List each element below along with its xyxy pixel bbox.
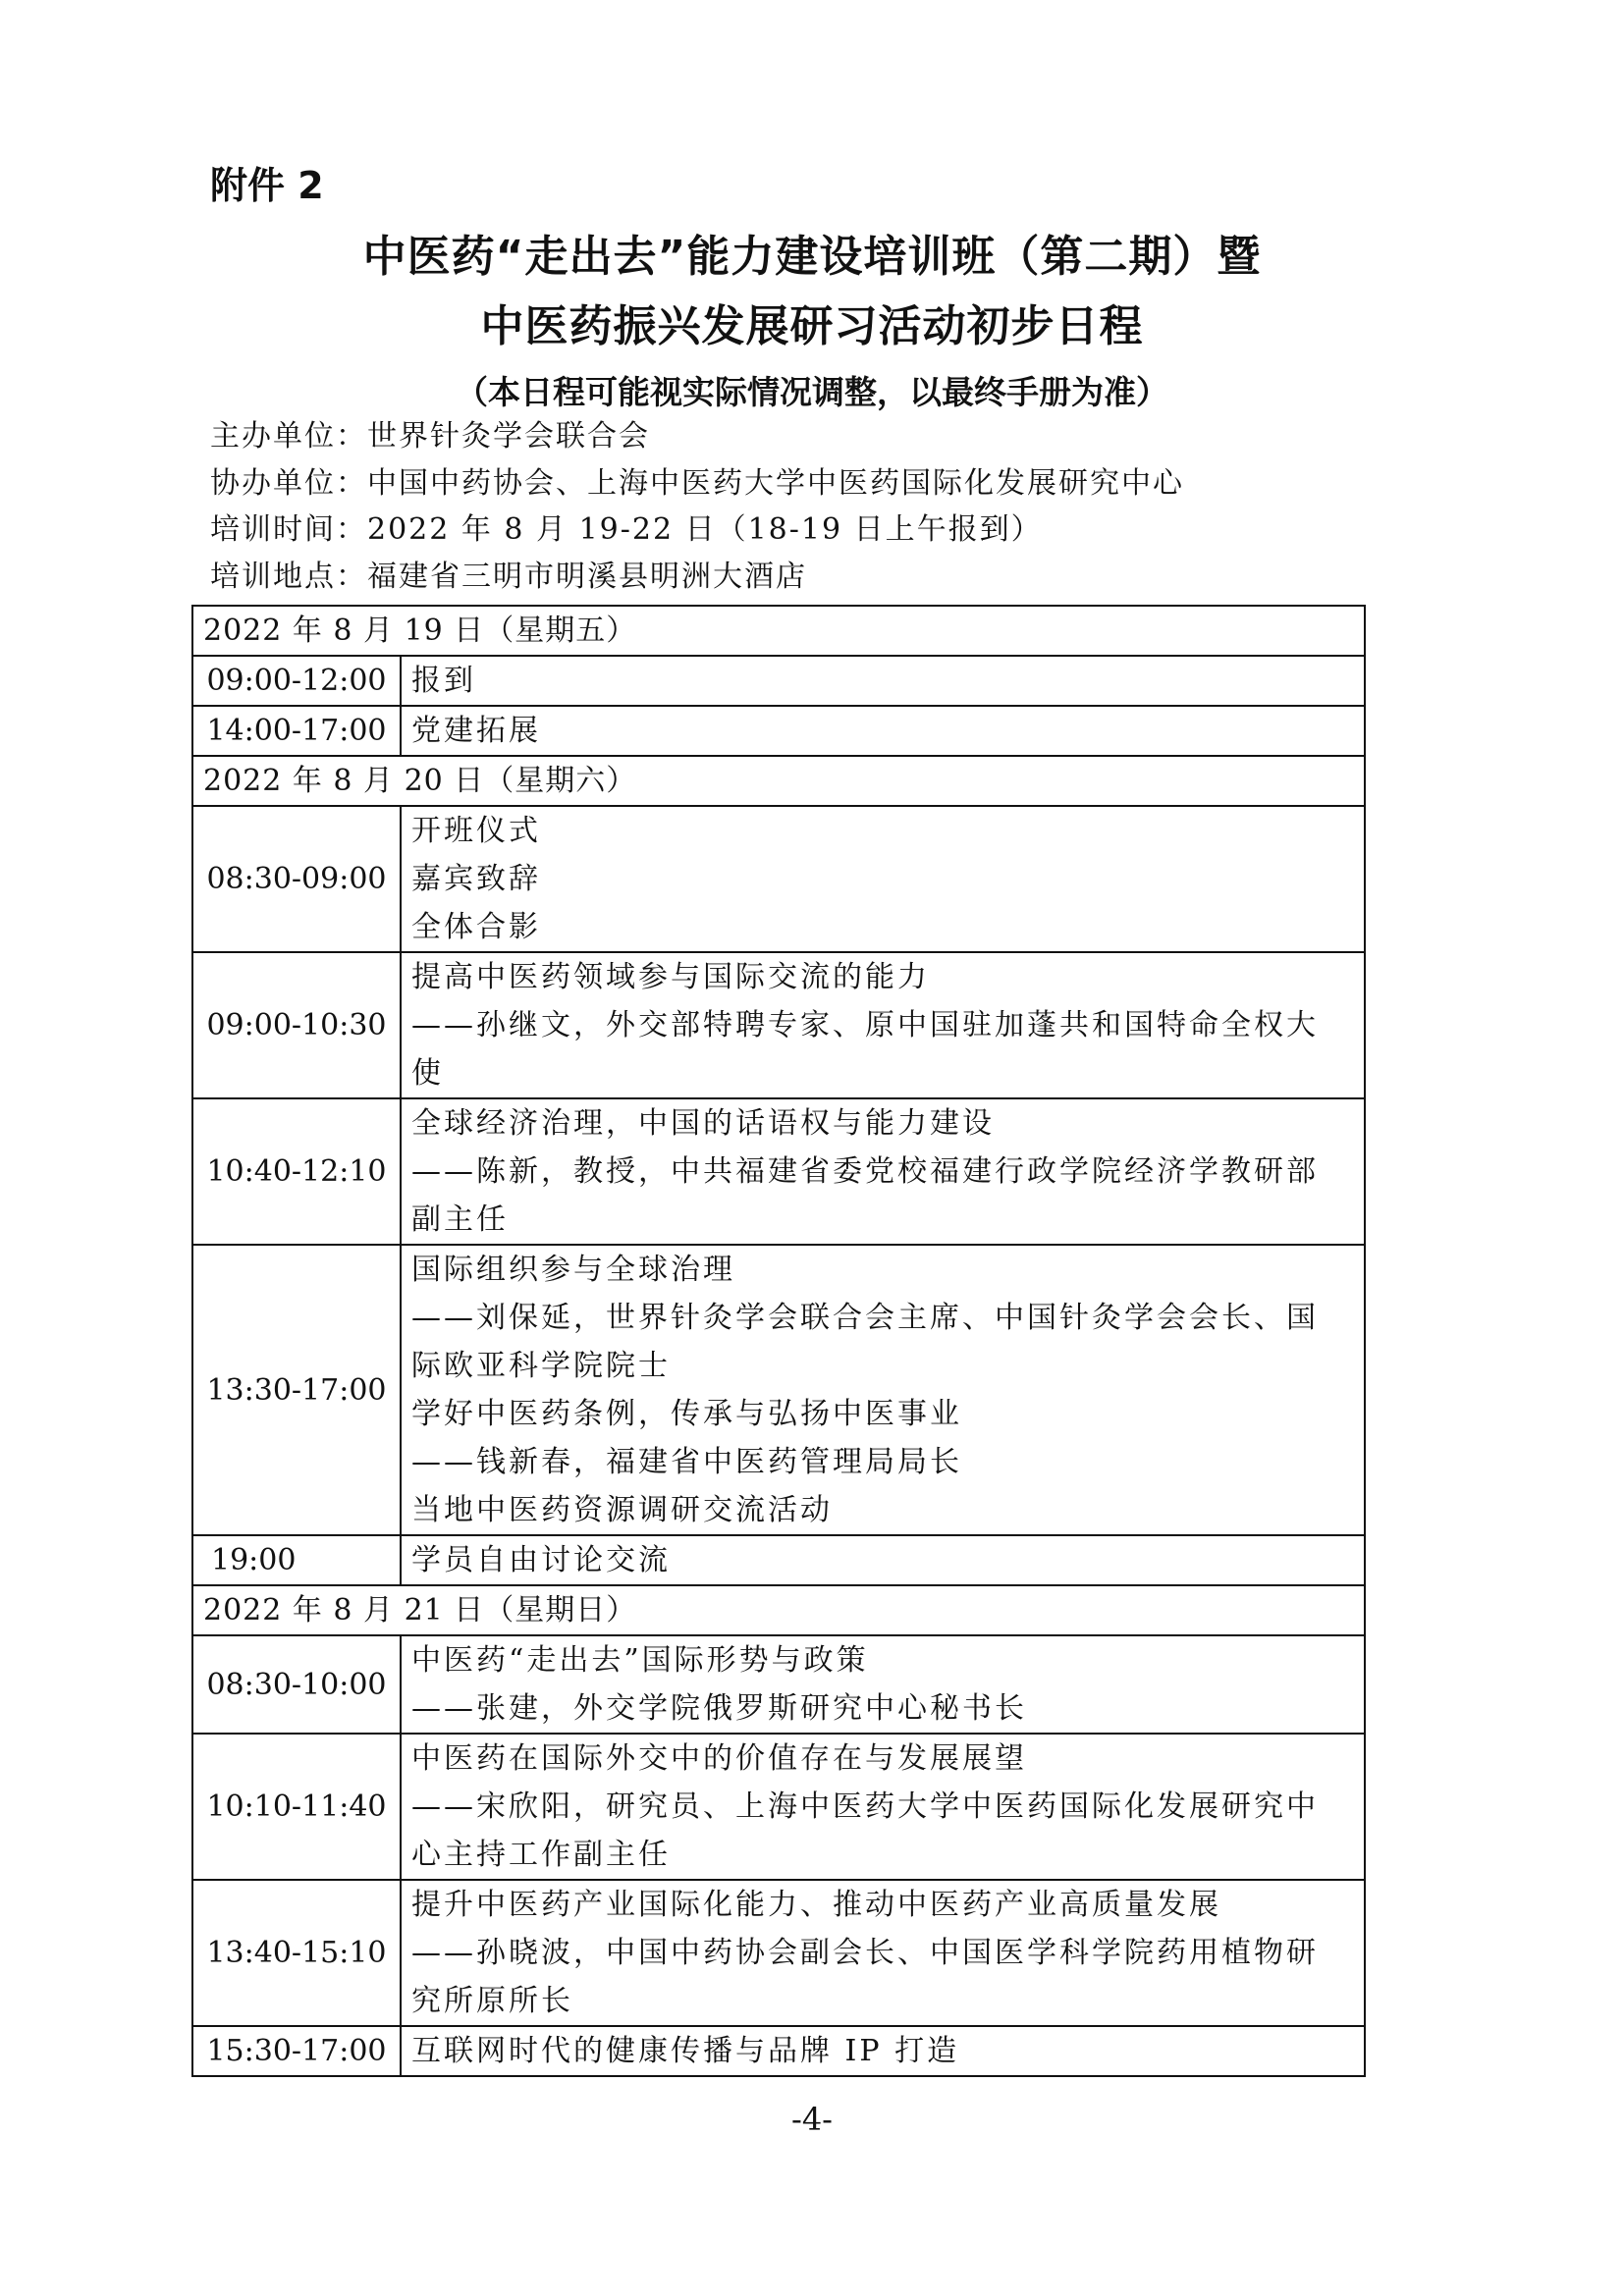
activity-line: 副主任	[411, 1202, 509, 1237]
day-header-row	[192, 606, 1365, 656]
table-row	[192, 706, 1365, 756]
session-time: 10:40-12:10	[192, 1098, 401, 1245]
table-row	[192, 952, 1365, 1098]
session-activity	[401, 1098, 1365, 1245]
day-header-row	[192, 1585, 1365, 1635]
activity-line: ——宋欣阳，研究员、上海中医药大学中医药国际化发展研究中	[411, 1789, 1319, 1824]
session-time: 19:00	[192, 1535, 401, 1585]
activity-line: 全体合影	[411, 910, 541, 944]
session-time: 09:00-10:30	[192, 952, 401, 1098]
table-row	[192, 1880, 1365, 2026]
table-row	[192, 1098, 1365, 1245]
activity-line: 嘉宾致辞	[411, 862, 541, 896]
activity-line: 互联网时代的健康传播与品牌 IP 打造	[411, 2034, 960, 2068]
session-time: 13:30-17:00	[192, 1245, 401, 1535]
table-row	[192, 2026, 1365, 2076]
table-row	[192, 1535, 1365, 1585]
activity-line: 使	[411, 1056, 444, 1091]
session-time: 15:30-17:00	[192, 2026, 401, 2076]
activity-line: ——刘保延，世界针灸学会联合会主席、中国针灸学会会长、国	[411, 1301, 1319, 1335]
activity-line: ——钱新春，福建省中医药管理局局长	[411, 1445, 962, 1479]
session-activity	[401, 806, 1365, 952]
session-time: 10:10-11:40	[192, 1734, 401, 1880]
day-date: 2022 年 8 月 20 日（星期六）	[192, 756, 1365, 806]
table-row	[192, 806, 1365, 952]
session-activity	[401, 2026, 1365, 2076]
table-row	[192, 1635, 1365, 1734]
activity-line: 开班仪式	[411, 814, 541, 848]
activity-line: 全球经济治理，中国的话语权与能力建设	[411, 1106, 995, 1141]
session-activity	[401, 952, 1365, 1098]
session-activity	[401, 706, 1365, 756]
attachment-label: 附件 2	[210, 164, 324, 207]
page-number: -4-	[791, 2101, 833, 2138]
activity-line: 当地中医药资源调研交流活动	[411, 1493, 833, 1527]
activity-line: 究所原所长	[411, 1984, 573, 2018]
day-date: 2022 年 8 月 21 日（星期日）	[192, 1585, 1365, 1635]
activity-line: ——孙继文，外交部特聘专家、原中国驻加蓬共和国特命全权大	[411, 1008, 1319, 1042]
training-time-line: 培训时间：2022 年 8 月 19-22 日（18-19 日上午报到）	[210, 512, 1043, 547]
activity-line: ——孙晓波，中国中药协会副会长、中国医学科学院药用植物研	[411, 1936, 1319, 1970]
activity-line: 学员自由讨论交流	[411, 1543, 671, 1577]
schedule-table	[191, 605, 1366, 2077]
document-title-line-1: 中医药“走出去”能力建设培训班（第二期）暨	[362, 232, 1262, 282]
organizer-line: 主办单位：世界针灸学会联合会	[210, 419, 650, 454]
activity-line: 学好中医药条例，传承与弘扬中医事业	[411, 1397, 962, 1431]
activity-line: ——陈新，教授，中共福建省委党校福建行政学院经济学教研部	[411, 1154, 1319, 1189]
activity-line: 际欧亚科学院院士	[411, 1349, 671, 1383]
activity-line: 中医药在国际外交中的价值存在与发展展望	[411, 1741, 1027, 1776]
session-activity	[401, 1734, 1365, 1880]
session-time: 08:30-10:00	[192, 1635, 401, 1734]
session-time: 09:00-12:00	[192, 656, 401, 706]
document-title-line-2: 中医药振兴发展研习活动初步日程	[480, 301, 1144, 351]
document-subtitle: （本日程可能视实际情况调整，以最终手册为准）	[456, 373, 1168, 411]
activity-line: 党建拓展	[411, 714, 541, 748]
activity-line: 中医药“走出去”国际形势与政策	[411, 1643, 869, 1678]
day-date: 2022 年 8 月 19 日（星期五）	[192, 606, 1365, 656]
session-activity	[401, 1880, 1365, 2026]
session-time: 13:40-15:10	[192, 1880, 401, 2026]
session-activity	[401, 1245, 1365, 1535]
co-organizer-line: 协办单位：中国中药协会、上海中医药大学中医药国际化发展研究中心	[210, 466, 1184, 501]
activity-line: 报到	[411, 664, 476, 698]
activity-line: 提升中医药产业国际化能力、推动中医药产业高质量发展	[411, 1888, 1221, 1922]
session-activity	[401, 656, 1365, 706]
table-row	[192, 1245, 1365, 1535]
session-time: 08:30-09:00	[192, 806, 401, 952]
training-venue-line: 培训地点：福建省三明市明溪县明洲大酒店	[210, 560, 807, 594]
session-time: 14:00-17:00	[192, 706, 401, 756]
activity-line: ——张建，外交学院俄罗斯研究中心秘书长	[411, 1691, 1027, 1726]
table-row	[192, 656, 1365, 706]
activity-line: 国际组织参与全球治理	[411, 1253, 735, 1287]
day-header-row	[192, 756, 1365, 806]
table-row	[192, 1734, 1365, 1880]
session-activity	[401, 1635, 1365, 1734]
activity-line: 心主持工作副主任	[411, 1838, 671, 1872]
session-activity	[401, 1535, 1365, 1585]
activity-line: 提高中医药领域参与国际交流的能力	[411, 960, 930, 994]
